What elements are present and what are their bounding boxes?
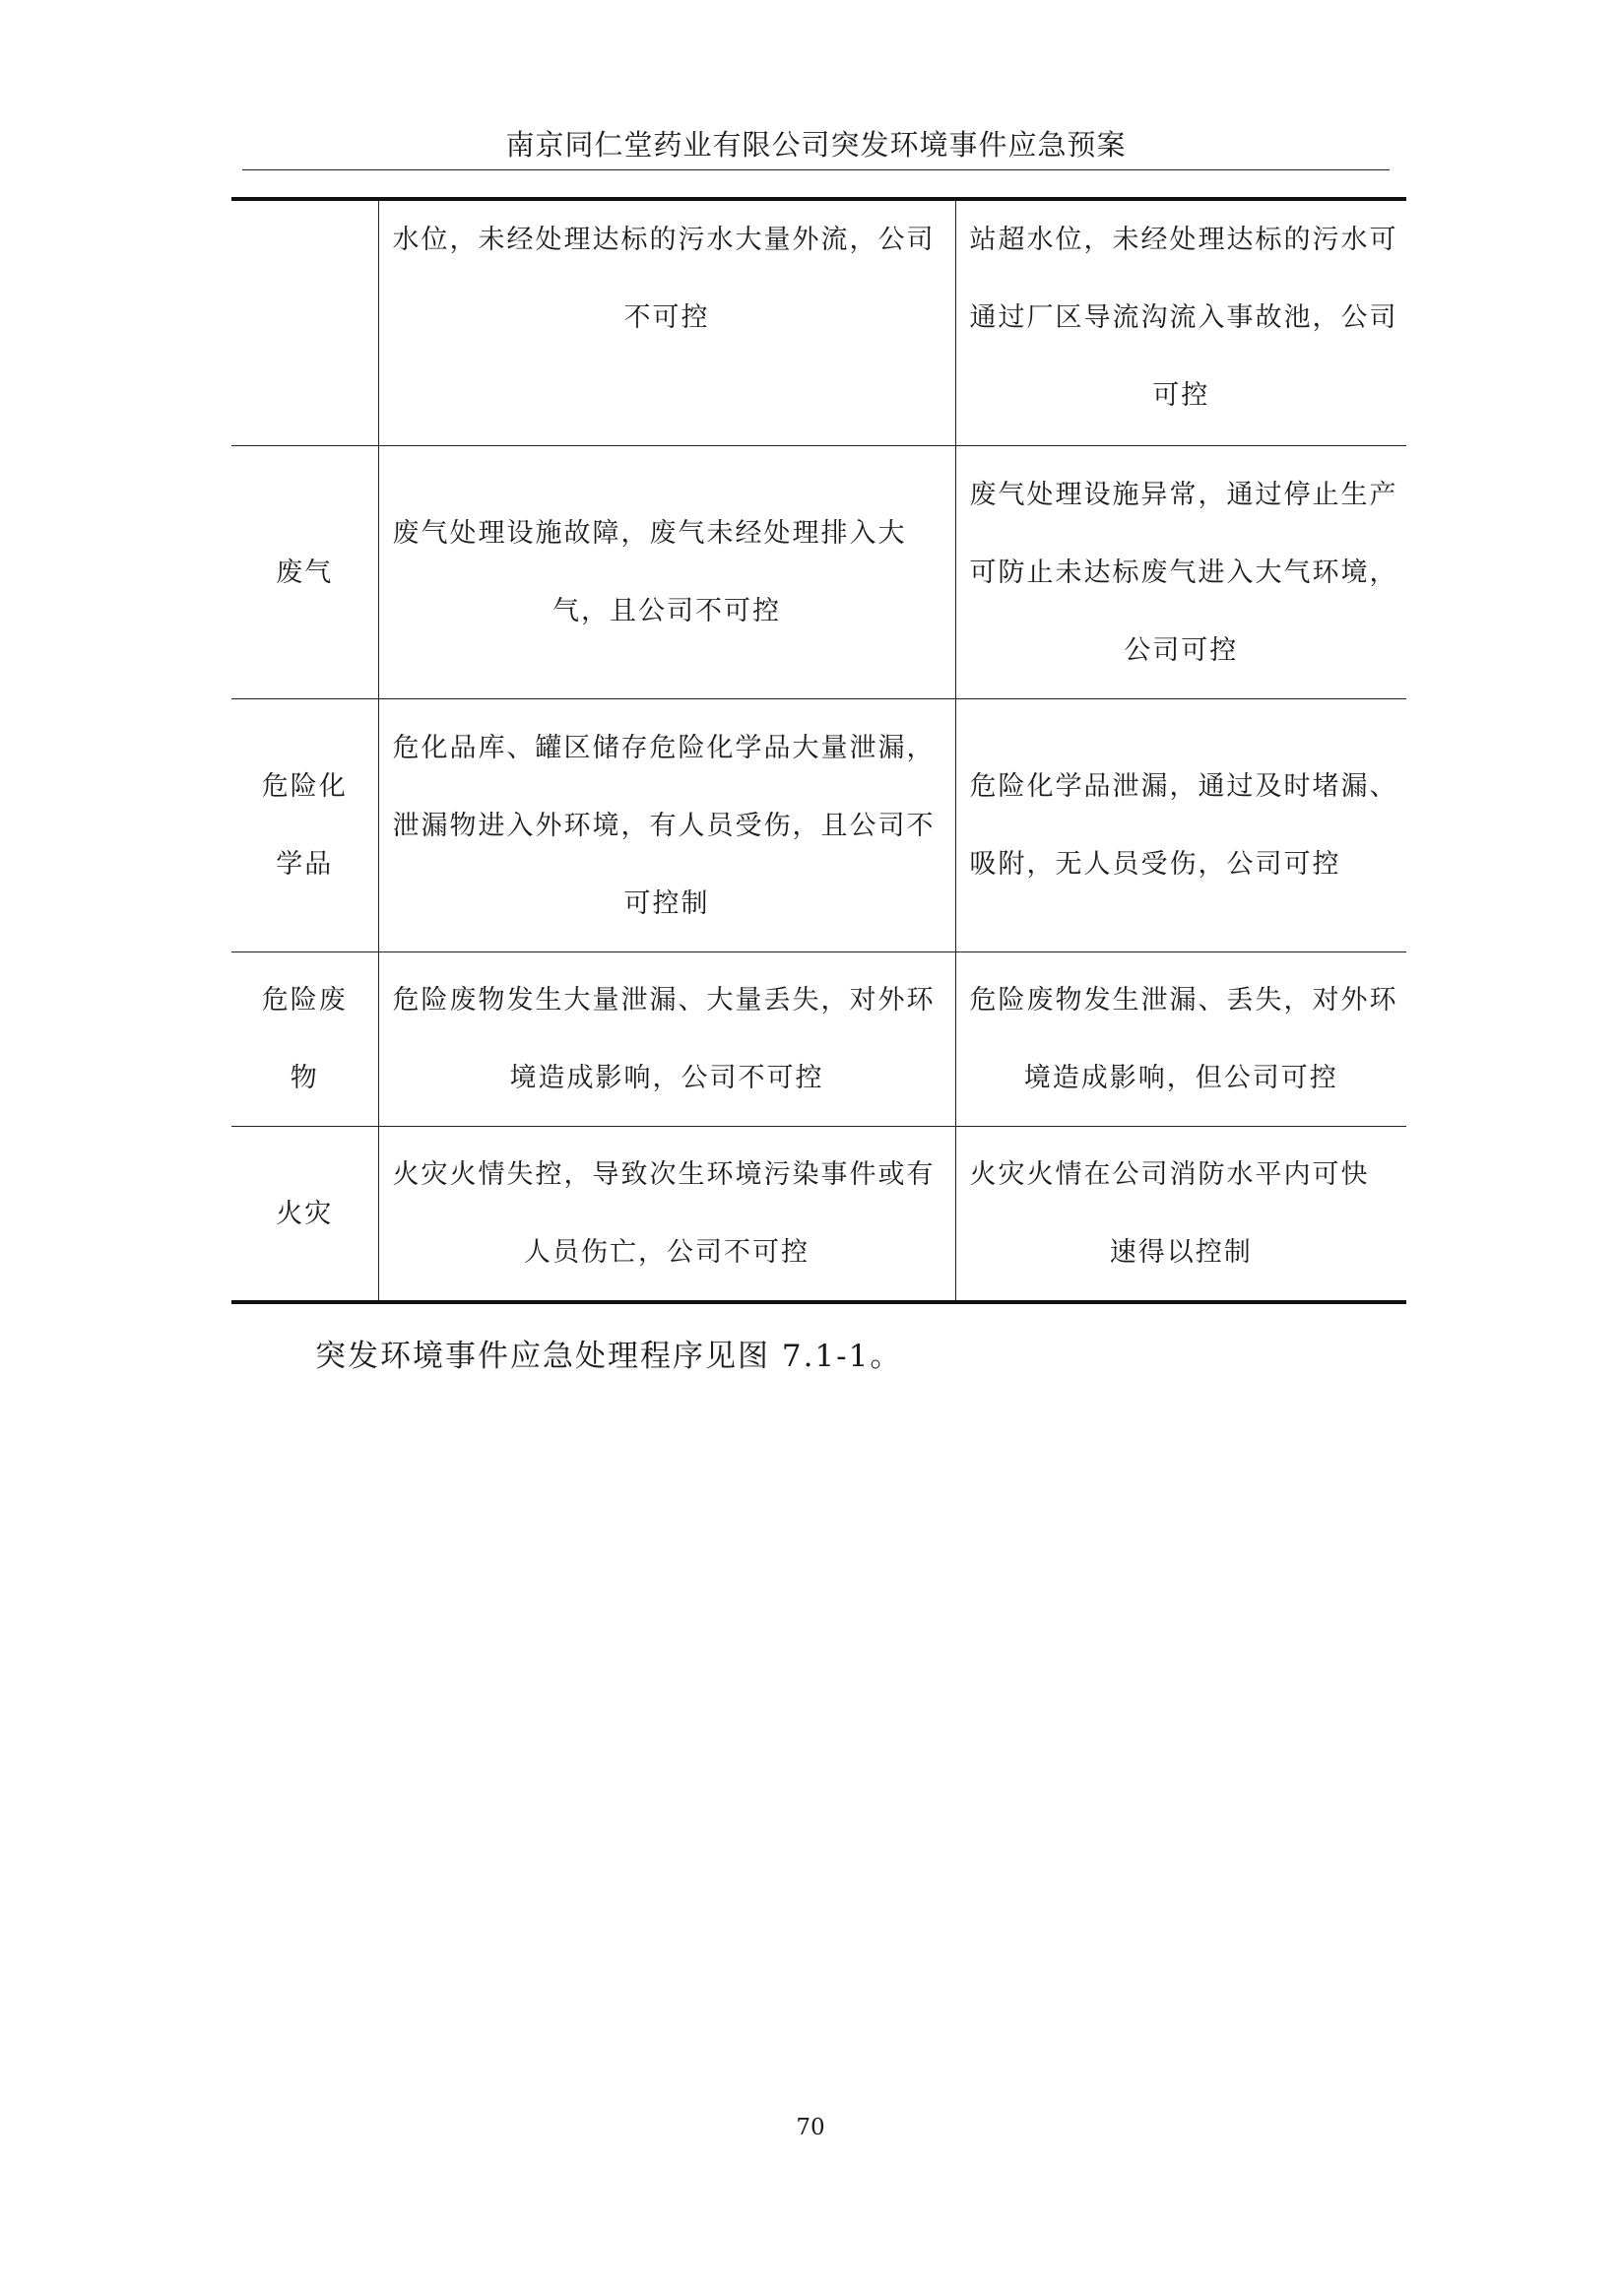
minor-event-cell: 危险化学品泄漏，通过及时堵漏、 吸附，无人员受伤，公司可控 xyxy=(955,699,1406,952)
page-number: 70 xyxy=(796,2115,825,2140)
major-event-cell: 危险废物发生大量泄漏、大量丢失，对外环 境造成影响，公司不可控 xyxy=(378,952,955,1127)
page-header-title: 南京同仁堂药业有限公司突发环境事件应急预案 xyxy=(505,128,1127,162)
minor-event-cell: 危险废物发生泄漏、丢失，对外环 境造成影响，但公司可控 xyxy=(955,952,1406,1127)
category-cell: 废气 xyxy=(231,446,378,699)
header-rule xyxy=(242,169,1390,170)
category-cell xyxy=(231,199,378,446)
major-event-cell: 危化品库、罐区储存危险化学品大量泄漏， 泄漏物进入外环境，有人员受伤，且公司不 可控制 xyxy=(378,699,955,952)
minor-event-cell: 站超水位，未经处理达标的污水可 通过厂区导流沟流入事故池，公司 可控 xyxy=(955,199,1406,446)
major-event-cell: 火灾火情失控，导致次生环境污染事件或有 人员伤亡，公司不可控 xyxy=(378,1127,955,1303)
event-classification-table xyxy=(231,197,1406,1304)
category-cell: 危险废 物 xyxy=(231,952,378,1127)
table-row xyxy=(231,199,1406,446)
major-event-cell: 水位，未经处理达标的污水大量外流，公司 不可控 xyxy=(378,199,955,446)
table-row xyxy=(231,1127,1406,1303)
table-row xyxy=(231,699,1406,952)
minor-event-cell: 废气处理设施异常，通过停止生产 可防止未达标废气进入大气环境， 公司可控 xyxy=(955,446,1406,699)
table-row xyxy=(231,446,1406,699)
minor-event-cell: 火灾火情在公司消防水平内可快 速得以控制 xyxy=(955,1127,1406,1303)
table-row xyxy=(231,952,1406,1127)
body-paragraph: 突发环境事件应急处理程序见图 7.1-1。 xyxy=(315,1339,903,1374)
category-cell: 火灾 xyxy=(231,1127,378,1303)
major-event-cell: 废气处理设施故障，废气未经处理排入大 气，且公司不可控 xyxy=(378,446,955,699)
category-cell: 危险化 学品 xyxy=(231,699,378,952)
